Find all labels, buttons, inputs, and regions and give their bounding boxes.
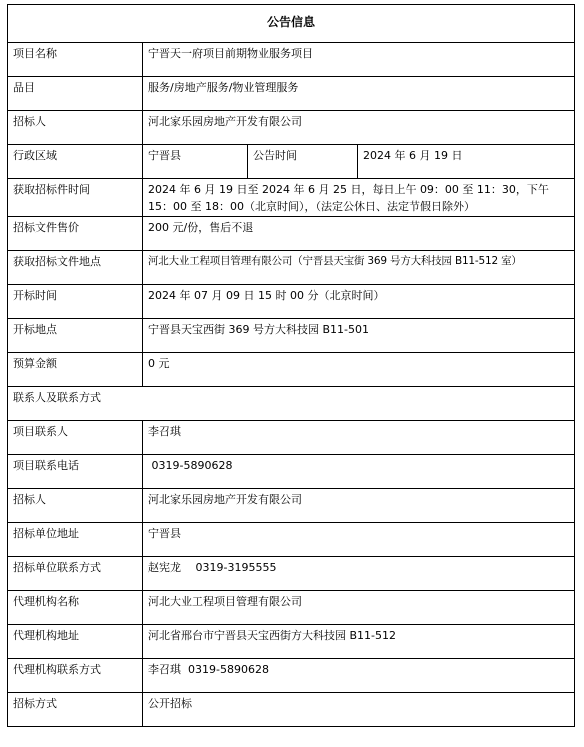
row-label: 开标时间 bbox=[8, 285, 143, 319]
announce-time-label: 公告时间 bbox=[248, 145, 358, 179]
table-header-row bbox=[8, 5, 575, 43]
table-row bbox=[8, 43, 575, 77]
table-row bbox=[8, 455, 575, 489]
region-row bbox=[8, 145, 575, 179]
row-label: 代理机构地址 bbox=[8, 625, 143, 659]
table-row bbox=[8, 77, 575, 111]
row-value: 0 元 bbox=[143, 353, 575, 387]
row-value: 河北家乐园房地产开发有限公司 bbox=[143, 111, 575, 145]
table-row bbox=[8, 353, 575, 387]
row-label: 开标地点 bbox=[8, 319, 143, 353]
row-label: 项目联系人 bbox=[8, 421, 143, 455]
announcement-table bbox=[7, 4, 575, 727]
row-label: 招标单位地址 bbox=[8, 523, 143, 557]
table-header: 公告信息 bbox=[8, 5, 575, 43]
row-label: 预算金额 bbox=[8, 353, 143, 387]
row-value: 宁晋县天宝西街 369 号方大科技园 B11-501 bbox=[143, 319, 575, 353]
row-label: 招标人 bbox=[8, 111, 143, 145]
row-value: 服务/房地产服务/物业管理服务 bbox=[143, 77, 575, 111]
row-value: 0319-5890628 bbox=[143, 455, 575, 489]
table-row bbox=[8, 489, 575, 523]
row-value: 李召琪 bbox=[143, 421, 575, 455]
row-label: 招标人 bbox=[8, 489, 143, 523]
table-row bbox=[8, 111, 575, 145]
row-label: 招标方式 bbox=[8, 693, 143, 727]
row-label: 项目名称 bbox=[8, 43, 143, 77]
row-value: 公开招标 bbox=[143, 693, 575, 727]
table-row bbox=[8, 179, 575, 217]
section-row bbox=[8, 387, 575, 421]
table-row bbox=[8, 693, 575, 727]
region-label: 行政区域 bbox=[8, 145, 143, 179]
row-label: 招标单位联系方式 bbox=[8, 557, 143, 591]
table-row bbox=[8, 523, 575, 557]
contact-section-title: 联系人及联系方式 bbox=[8, 387, 575, 421]
table-row bbox=[8, 421, 575, 455]
row-value: 李召琪 0319-5890628 bbox=[143, 659, 575, 693]
table-row bbox=[8, 591, 575, 625]
row-label: 招标文件售价 bbox=[8, 217, 143, 251]
row-value: 河北大业工程项目管理有限公司 bbox=[143, 591, 575, 625]
row-label: 获取招标件时间 bbox=[8, 179, 143, 217]
row-label: 代理机构联系方式 bbox=[8, 659, 143, 693]
row-value: 河北大业工程项目管理有限公司（宁晋县天宝街 369 号方大科技园 B11-512 室） bbox=[143, 251, 575, 285]
row-value: 河北省邢台市宁晋县天宝西街方大科技园 B11-512 bbox=[143, 625, 575, 659]
table-row bbox=[8, 251, 575, 285]
table-row bbox=[8, 319, 575, 353]
row-value: 2024 年 6 月 19 日至 2024 年 6 月 25 日，每日上午 09：00 至 11：30，下午 15：00 至 18：00（北京时间），（法定公休日、法定节假日除外） bbox=[143, 179, 575, 217]
row-value: 2024 年 07 月 09 日 15 时 00 分（北京时间） bbox=[143, 285, 575, 319]
table-row bbox=[8, 217, 575, 251]
announcement-table-wrapper bbox=[7, 4, 575, 727]
row-value: 宁晋县 bbox=[143, 523, 575, 557]
table-row bbox=[8, 557, 575, 591]
table-row bbox=[8, 659, 575, 693]
row-label: 品目 bbox=[8, 77, 143, 111]
row-value: 河北家乐园房地产开发有限公司 bbox=[143, 489, 575, 523]
row-label: 获取招标文件地点 bbox=[8, 251, 143, 285]
row-value: 赵宪龙 0319-3195555 bbox=[143, 557, 575, 591]
row-value: 宁晋天一府项目前期物业服务项目 bbox=[143, 43, 575, 77]
region-value: 宁晋县 bbox=[143, 145, 248, 179]
row-label: 代理机构名称 bbox=[8, 591, 143, 625]
announce-time-value: 2024 年 6 月 19 日 bbox=[358, 145, 575, 179]
row-value: 200 元/份，售后不退 bbox=[143, 217, 575, 251]
table-row bbox=[8, 625, 575, 659]
table-row bbox=[8, 285, 575, 319]
row-label: 项目联系电话 bbox=[8, 455, 143, 489]
